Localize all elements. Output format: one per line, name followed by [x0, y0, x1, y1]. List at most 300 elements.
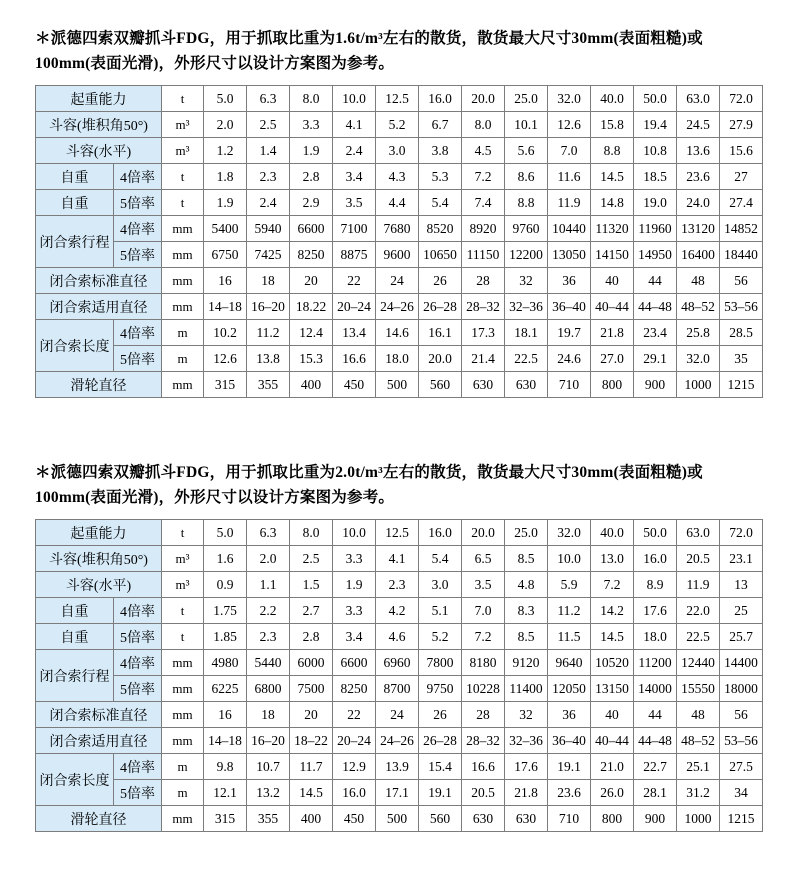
- value-cell: 710: [548, 806, 591, 832]
- value-cell: 355: [247, 372, 290, 398]
- value-cell: 72.0: [720, 86, 763, 112]
- value-cell: 48–52: [677, 294, 720, 320]
- value-cell: 11200: [634, 650, 677, 676]
- row-label-cell: 自重: [36, 624, 114, 650]
- value-cell: 8.9: [634, 572, 677, 598]
- value-cell: 19.0: [634, 190, 677, 216]
- value-cell: 3.8: [419, 138, 462, 164]
- value-cell: 21.4: [462, 346, 505, 372]
- value-cell: 53–56: [720, 294, 763, 320]
- value-cell: 0.9: [204, 572, 247, 598]
- value-cell: 8.0: [462, 112, 505, 138]
- value-cell: 5.1: [419, 598, 462, 624]
- row-sub-cell: 5倍率: [114, 780, 162, 806]
- value-cell: 36: [548, 268, 591, 294]
- row-label-cell: 闭合索长度: [36, 754, 114, 806]
- value-cell: 6225: [204, 676, 247, 702]
- value-cell: 2.4: [247, 190, 290, 216]
- row-sub-cell: 4倍率: [114, 754, 162, 780]
- value-cell: 28–32: [462, 294, 505, 320]
- value-cell: 12.6: [204, 346, 247, 372]
- value-cell: 2.3: [376, 572, 419, 598]
- value-cell: 630: [462, 806, 505, 832]
- value-cell: 11.6: [548, 164, 591, 190]
- value-cell: 5940: [247, 216, 290, 242]
- value-cell: 11.5: [548, 624, 591, 650]
- value-cell: 25.7: [720, 624, 763, 650]
- value-cell: 1215: [720, 806, 763, 832]
- value-cell: 23.4: [634, 320, 677, 346]
- value-cell: 630: [505, 372, 548, 398]
- value-cell: 29.1: [634, 346, 677, 372]
- unit-cell: mm: [162, 294, 204, 320]
- value-cell: 31.2: [677, 780, 720, 806]
- value-cell: 22: [333, 268, 376, 294]
- value-cell: 28: [462, 702, 505, 728]
- value-cell: 7.4: [462, 190, 505, 216]
- value-cell: 26.0: [591, 780, 634, 806]
- value-cell: 18.5: [634, 164, 677, 190]
- value-cell: 10.1: [505, 112, 548, 138]
- value-cell: 56: [720, 268, 763, 294]
- value-cell: 18.0: [376, 346, 419, 372]
- unit-cell: t: [162, 598, 204, 624]
- value-cell: 14000: [634, 676, 677, 702]
- value-cell: 2.0: [204, 112, 247, 138]
- value-cell: 6800: [247, 676, 290, 702]
- value-cell: 40.0: [591, 520, 634, 546]
- value-cell: 2.9: [290, 190, 333, 216]
- table-row: [36, 164, 763, 190]
- value-cell: 6.3: [247, 86, 290, 112]
- unit-cell: mm: [162, 650, 204, 676]
- row-label-cell: 闭合索行程: [36, 650, 114, 702]
- value-cell: 11.2: [548, 598, 591, 624]
- table-row: [36, 112, 763, 138]
- unit-cell: mm: [162, 242, 204, 268]
- value-cell: 13150: [591, 676, 634, 702]
- value-cell: 27.9: [720, 112, 763, 138]
- value-cell: 8.8: [591, 138, 634, 164]
- value-cell: 3.0: [419, 572, 462, 598]
- value-cell: 40: [591, 702, 634, 728]
- value-cell: 20: [290, 702, 333, 728]
- value-cell: 1.8: [204, 164, 247, 190]
- row-sub-cell: 4倍率: [114, 216, 162, 242]
- value-cell: 5400: [204, 216, 247, 242]
- row-label-cell: 滑轮直径: [36, 372, 162, 398]
- value-cell: 10.0: [333, 520, 376, 546]
- table-row: [36, 372, 763, 398]
- value-cell: 27.4: [720, 190, 763, 216]
- table-row: [36, 806, 763, 832]
- value-cell: 13.2: [247, 780, 290, 806]
- value-cell: 9750: [419, 676, 462, 702]
- value-cell: 9600: [376, 242, 419, 268]
- value-cell: 14.5: [591, 164, 634, 190]
- value-cell: 400: [290, 372, 333, 398]
- value-cell: 28.5: [720, 320, 763, 346]
- value-cell: 18440: [720, 242, 763, 268]
- value-cell: 19.1: [548, 754, 591, 780]
- value-cell: 3.3: [333, 546, 376, 572]
- value-cell: 4980: [204, 650, 247, 676]
- value-cell: 16.0: [419, 86, 462, 112]
- value-cell: 14.2: [591, 598, 634, 624]
- value-cell: 44: [634, 268, 677, 294]
- value-cell: 5.6: [505, 138, 548, 164]
- value-cell: 9760: [505, 216, 548, 242]
- value-cell: 18.1: [505, 320, 548, 346]
- value-cell: 7800: [419, 650, 462, 676]
- value-cell: 14.5: [290, 780, 333, 806]
- unit-cell: mm: [162, 806, 204, 832]
- value-cell: 5.2: [419, 624, 462, 650]
- value-cell: 3.5: [462, 572, 505, 598]
- value-cell: 27.5: [720, 754, 763, 780]
- value-cell: 72.0: [720, 520, 763, 546]
- value-cell: 20.0: [462, 520, 505, 546]
- value-cell: 17.3: [462, 320, 505, 346]
- value-cell: 3.3: [290, 112, 333, 138]
- value-cell: 7.0: [548, 138, 591, 164]
- value-cell: 34: [720, 780, 763, 806]
- value-cell: 7500: [290, 676, 333, 702]
- value-cell: 13.0: [591, 546, 634, 572]
- value-cell: 8250: [290, 242, 333, 268]
- value-cell: 10.0: [548, 546, 591, 572]
- value-cell: 3.5: [333, 190, 376, 216]
- value-cell: 13.8: [247, 346, 290, 372]
- table-row: [36, 546, 763, 572]
- value-cell: 1.9: [333, 572, 376, 598]
- unit-cell: mm: [162, 676, 204, 702]
- value-cell: 8180: [462, 650, 505, 676]
- value-cell: 16.6: [333, 346, 376, 372]
- row-label-cell: 斗容(堆积角50°): [36, 546, 162, 572]
- value-cell: 26–28: [419, 728, 462, 754]
- value-cell: 9640: [548, 650, 591, 676]
- value-cell: 16.0: [419, 520, 462, 546]
- unit-cell: t: [162, 520, 204, 546]
- value-cell: 800: [591, 372, 634, 398]
- unit-cell: m³: [162, 572, 204, 598]
- value-cell: 12.6: [548, 112, 591, 138]
- value-cell: 13.4: [333, 320, 376, 346]
- value-cell: 1.9: [290, 138, 333, 164]
- value-cell: 8.5: [505, 546, 548, 572]
- value-cell: 1.6: [204, 546, 247, 572]
- value-cell: 20: [290, 268, 333, 294]
- value-cell: 44: [634, 702, 677, 728]
- value-cell: 5.4: [419, 190, 462, 216]
- value-cell: 1.9: [204, 190, 247, 216]
- value-cell: 19.7: [548, 320, 591, 346]
- value-cell: 6960: [376, 650, 419, 676]
- value-cell: 20.0: [462, 86, 505, 112]
- value-cell: 12440: [677, 650, 720, 676]
- value-cell: 16400: [677, 242, 720, 268]
- value-cell: 560: [419, 372, 462, 398]
- row-sub-cell: 4倍率: [114, 320, 162, 346]
- value-cell: 14150: [591, 242, 634, 268]
- value-cell: 25.0: [505, 520, 548, 546]
- unit-cell: m³: [162, 546, 204, 572]
- value-cell: 12.9: [333, 754, 376, 780]
- value-cell: 48–52: [677, 728, 720, 754]
- value-cell: 48: [677, 702, 720, 728]
- value-cell: 4.8: [505, 572, 548, 598]
- value-cell: 16.0: [634, 546, 677, 572]
- table-row: [36, 754, 763, 780]
- value-cell: 1000: [677, 372, 720, 398]
- value-cell: 5440: [247, 650, 290, 676]
- value-cell: 8.0: [290, 520, 333, 546]
- value-cell: 36–40: [548, 294, 591, 320]
- value-cell: 23.1: [720, 546, 763, 572]
- value-cell: 40: [591, 268, 634, 294]
- value-cell: 4.5: [462, 138, 505, 164]
- value-cell: 11320: [591, 216, 634, 242]
- table-row: [36, 268, 763, 294]
- value-cell: 21.8: [591, 320, 634, 346]
- table-row: [36, 138, 763, 164]
- value-cell: 48: [677, 268, 720, 294]
- value-cell: 12.4: [290, 320, 333, 346]
- value-cell: 12200: [505, 242, 548, 268]
- value-cell: 3.4: [333, 164, 376, 190]
- value-cell: 44–48: [634, 294, 677, 320]
- value-cell: 1.2: [204, 138, 247, 164]
- table-row: [36, 190, 763, 216]
- row-label-cell: 斗容(水平): [36, 572, 162, 598]
- value-cell: 16–20: [247, 294, 290, 320]
- value-cell: 44–48: [634, 728, 677, 754]
- value-cell: 7680: [376, 216, 419, 242]
- row-label-cell: 闭合索标准直径: [36, 268, 162, 294]
- value-cell: 1215: [720, 372, 763, 398]
- value-cell: 15.4: [419, 754, 462, 780]
- value-cell: 7.2: [462, 164, 505, 190]
- value-cell: 11400: [505, 676, 548, 702]
- value-cell: 19.4: [634, 112, 677, 138]
- value-cell: 21.0: [591, 754, 634, 780]
- value-cell: 17.1: [376, 780, 419, 806]
- unit-cell: t: [162, 164, 204, 190]
- value-cell: 8700: [376, 676, 419, 702]
- value-cell: 20.0: [419, 346, 462, 372]
- value-cell: 630: [505, 806, 548, 832]
- table-row: [36, 676, 763, 702]
- value-cell: 15550: [677, 676, 720, 702]
- unit-cell: m³: [162, 112, 204, 138]
- value-cell: 28.1: [634, 780, 677, 806]
- value-cell: 3.4: [333, 624, 376, 650]
- value-cell: 450: [333, 372, 376, 398]
- value-cell: 13120: [677, 216, 720, 242]
- value-cell: 32–36: [505, 294, 548, 320]
- value-cell: 8.8: [505, 190, 548, 216]
- table-row: [36, 242, 763, 268]
- row-label-cell: 自重: [36, 598, 114, 624]
- value-cell: 6600: [290, 216, 333, 242]
- value-cell: 11.9: [677, 572, 720, 598]
- unit-cell: m: [162, 320, 204, 346]
- value-cell: 36: [548, 702, 591, 728]
- value-cell: 50.0: [634, 86, 677, 112]
- value-cell: 14400: [720, 650, 763, 676]
- value-cell: 16–20: [247, 728, 290, 754]
- value-cell: 32.0: [548, 86, 591, 112]
- value-cell: 24.0: [677, 190, 720, 216]
- value-cell: 13: [720, 572, 763, 598]
- value-cell: 40–44: [591, 294, 634, 320]
- value-cell: 25.0: [505, 86, 548, 112]
- row-label-cell: 闭合索适用直径: [36, 294, 162, 320]
- value-cell: 27.0: [591, 346, 634, 372]
- value-cell: 2.5: [247, 112, 290, 138]
- value-cell: 17.6: [505, 754, 548, 780]
- value-cell: 63.0: [677, 86, 720, 112]
- value-cell: 450: [333, 806, 376, 832]
- value-cell: 8875: [333, 242, 376, 268]
- value-cell: 2.5: [290, 546, 333, 572]
- row-label-cell: 闭合索适用直径: [36, 728, 162, 754]
- value-cell: 22.0: [677, 598, 720, 624]
- unit-cell: mm: [162, 216, 204, 242]
- value-cell: 6750: [204, 242, 247, 268]
- value-cell: 1.75: [204, 598, 247, 624]
- value-cell: 24–26: [376, 294, 419, 320]
- value-cell: 2.7: [290, 598, 333, 624]
- value-cell: 32: [505, 702, 548, 728]
- spec-table-fdg-1.6: [35, 85, 763, 398]
- value-cell: 7100: [333, 216, 376, 242]
- unit-cell: mm: [162, 268, 204, 294]
- table-row: [36, 294, 763, 320]
- value-cell: 11.7: [290, 754, 333, 780]
- unit-cell: mm: [162, 728, 204, 754]
- unit-cell: t: [162, 190, 204, 216]
- value-cell: 8.6: [505, 164, 548, 190]
- value-cell: 15.8: [591, 112, 634, 138]
- value-cell: 8920: [462, 216, 505, 242]
- table-row: [36, 650, 763, 676]
- value-cell: 630: [462, 372, 505, 398]
- value-cell: 20–24: [333, 294, 376, 320]
- value-cell: 7.0: [462, 598, 505, 624]
- value-cell: 32–36: [505, 728, 548, 754]
- value-cell: 14–18: [204, 294, 247, 320]
- value-cell: 24.5: [677, 112, 720, 138]
- value-cell: 53–56: [720, 728, 763, 754]
- value-cell: 1.1: [247, 572, 290, 598]
- value-cell: 2.4: [333, 138, 376, 164]
- value-cell: 6.3: [247, 520, 290, 546]
- table-row: [36, 346, 763, 372]
- value-cell: 400: [290, 806, 333, 832]
- value-cell: 22.7: [634, 754, 677, 780]
- value-cell: 10650: [419, 242, 462, 268]
- value-cell: 2.3: [247, 164, 290, 190]
- value-cell: 32: [505, 268, 548, 294]
- value-cell: 56: [720, 702, 763, 728]
- table-row: [36, 702, 763, 728]
- value-cell: 900: [634, 372, 677, 398]
- value-cell: 10440: [548, 216, 591, 242]
- value-cell: 15.3: [290, 346, 333, 372]
- value-cell: 5.4: [419, 546, 462, 572]
- value-cell: 28–32: [462, 728, 505, 754]
- intro-paragraph-1: ＊派德四索双瓣抓斗FDG，用于抓取比重为1.6t/m³左右的散货，散货最大尺寸30mm(表面粗糙)或100mm(表面光滑)，外形尺寸以设计方案图为参考。: [35, 30, 703, 72]
- value-cell: 3.0: [376, 138, 419, 164]
- value-cell: 32.0: [677, 346, 720, 372]
- value-cell: 1.85: [204, 624, 247, 650]
- value-cell: 18.22: [290, 294, 333, 320]
- value-cell: 900: [634, 806, 677, 832]
- value-cell: 8250: [333, 676, 376, 702]
- value-cell: 2.0: [247, 546, 290, 572]
- value-cell: 11.2: [247, 320, 290, 346]
- value-cell: 3.3: [333, 598, 376, 624]
- value-cell: 24: [376, 268, 419, 294]
- value-cell: 14950: [634, 242, 677, 268]
- row-sub-cell: 5倍率: [114, 676, 162, 702]
- value-cell: 24: [376, 702, 419, 728]
- value-cell: 16.6: [462, 754, 505, 780]
- row-sub-cell: 5倍率: [114, 190, 162, 216]
- value-cell: 11960: [634, 216, 677, 242]
- unit-cell: t: [162, 624, 204, 650]
- value-cell: 500: [376, 372, 419, 398]
- value-cell: 6.7: [419, 112, 462, 138]
- table-row: [36, 624, 763, 650]
- value-cell: 10228: [462, 676, 505, 702]
- value-cell: 9120: [505, 650, 548, 676]
- value-cell: 10.0: [333, 86, 376, 112]
- value-cell: 7.2: [462, 624, 505, 650]
- value-cell: 22.5: [677, 624, 720, 650]
- row-label-cell: 闭合索长度: [36, 320, 114, 372]
- value-cell: 12.5: [376, 86, 419, 112]
- row-sub-cell: 5倍率: [114, 242, 162, 268]
- row-label-cell: 斗容(水平): [36, 138, 162, 164]
- value-cell: 21.8: [505, 780, 548, 806]
- value-cell: 12050: [548, 676, 591, 702]
- value-cell: 13050: [548, 242, 591, 268]
- value-cell: 13.9: [376, 754, 419, 780]
- table-row: [36, 216, 763, 242]
- value-cell: 1000: [677, 806, 720, 832]
- value-cell: 11150: [462, 242, 505, 268]
- value-cell: 25.8: [677, 320, 720, 346]
- value-cell: 26: [419, 702, 462, 728]
- intro-paragraph-2: ＊派德四索双瓣抓斗FDG，用于抓取比重为2.0t/m³左右的散货，散货最大尺寸30mm(表面粗糙)或100mm(表面光滑)，外形尺寸以设计方案图为参考。: [35, 464, 703, 506]
- row-label-cell: 起重能力: [36, 520, 162, 546]
- value-cell: 24–26: [376, 728, 419, 754]
- table-row: [36, 86, 763, 112]
- table-row: [36, 572, 763, 598]
- table-row: [36, 520, 763, 546]
- value-cell: 40.0: [591, 86, 634, 112]
- value-cell: 35: [720, 346, 763, 372]
- unit-cell: mm: [162, 372, 204, 398]
- value-cell: 5.0: [204, 520, 247, 546]
- value-cell: 25.1: [677, 754, 720, 780]
- row-sub-cell: 4倍率: [114, 598, 162, 624]
- value-cell: 20.5: [677, 546, 720, 572]
- value-cell: 20–24: [333, 728, 376, 754]
